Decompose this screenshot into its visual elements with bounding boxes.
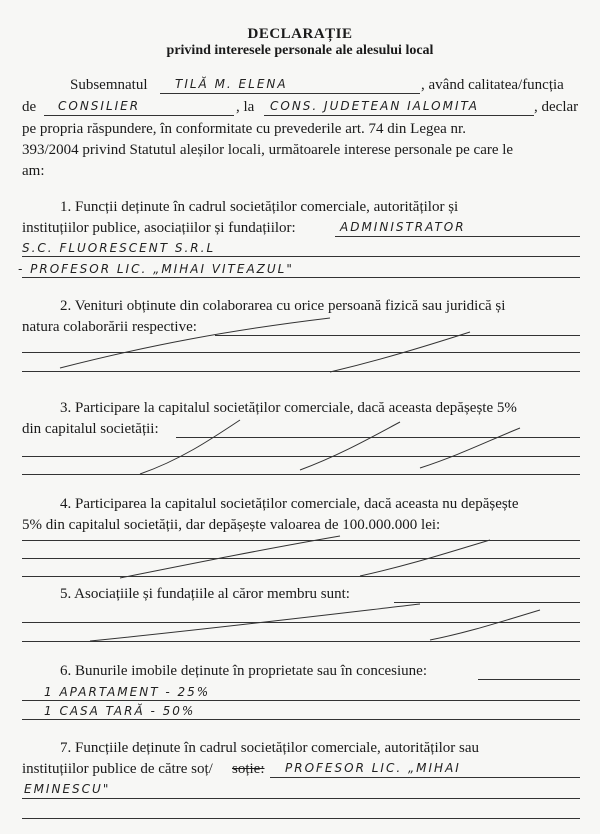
section-7-answer-line-3 [22,818,580,819]
section-6-answer-line-3 [22,719,580,720]
section-2-line-2: natura colaborării respective: [22,319,197,335]
section-4-line-1: 4. Participarea la capitalul societăților comerciale, dacă aceasta nu depășește [60,496,519,512]
section-7-entry-1: PROFESOR LIC. „MIHAI [285,761,461,775]
section-5-answer-line-1 [394,602,580,603]
section-3-answer-line-1 [176,437,580,438]
section-2-answer-line-3 [22,371,580,372]
declarant-function: CONSILIER [58,99,141,113]
section-3-answer-line-3 [22,474,580,475]
section-6-entry-2: 1 CASA TARĂ - 50% [44,704,196,718]
la-label: , la [236,99,255,115]
section-1-answer-line-2 [22,256,580,257]
function-line [44,115,234,116]
section-5-answer-line-2 [22,622,580,623]
strike-section-5b [430,610,540,640]
calitatea-label: , având calitatea/funcția [421,77,564,93]
section-2-line-1: 2. Venituri obținute din colaborarea cu orice persoană fizică sau juridică și [60,298,506,314]
section-1-line-1: 1. Funcții deținute în cadrul societăților comerciale, autorităților și [60,199,459,215]
section-6-answer-line-1 [478,679,580,680]
section-7-line-1: 7. Funcțiile deținute în cadrul societăților comerciale, autorităților sau [60,740,480,756]
section-3-line-1: 3. Participare la capitalul societăților comerciale, dacă aceasta depășește 5% [60,400,517,416]
section-6-entry-1: 1 APARTAMENT - 25% [44,685,211,699]
declar-label: , declar [534,99,579,115]
section-3-line-2: din capitalul societății: [22,421,159,437]
section-7-entry-2: EMINESCU" [24,782,111,796]
section-2-answer-line-1 [215,335,580,336]
section-7-line-2b-struck: soție: [232,761,265,777]
section-1-entry-3: - PROFESOR LIC. „MIHAI VITEAZUL" [18,262,294,276]
intro-line-4: 393/2004 privind Statutul aleșilor locali, următoarele interese personale pe care le [22,142,514,158]
section-7-line-2a: instituțiilor publice de către soț/ [22,761,213,777]
section-4-answer-line-2 [22,558,580,559]
declarant-institution: CONS. JUDETEAN IALOMITA [270,99,479,113]
section-1-answer-line-3 [22,277,580,278]
section-1-line-2: instituțiilor publice, asociațiilor și fundațiilor: [22,220,296,236]
strike-section-3c [420,428,520,468]
subsemnatul-label: Subsemnatul [70,77,148,93]
intro-line-5: am: [22,163,45,179]
section-4-line-2: 5% din capitalul societății, dar depășește valoarea de 100.000.000 lei: [22,517,441,533]
section-6-answer-line-2 [22,700,580,701]
section-1-answer-line-1 [335,236,580,237]
section-5-line-1: 5. Asociațiile și fundațiile al căror membru sunt: [60,586,350,602]
section-3-answer-line-2 [22,456,580,457]
section-1-entry-2: S.C. FLUORESCENT S.R.L [22,241,216,255]
section-6-line-1: 6. Bunurile imobile deținute în proprietate sau în concesiune: [60,663,427,679]
section-2-answer-line-2 [22,352,580,353]
section-7-answer-line-2 [22,798,580,799]
strike-section-4a [120,536,340,578]
section-7-answer-line-1 [270,777,580,778]
section-5-answer-line-3 [22,641,580,642]
section-1-entry-1: ADMINISTRATOR [340,220,466,234]
page-title: DECLARAȚIE [247,26,353,42]
intro-line-3: pe propria răspundere, în conformitate cu prevederile art. 74 din Legea nr. [22,121,466,137]
strike-section-3b [300,422,400,470]
page-subtitle: privind interesele personale ale alesului local [166,43,434,58]
de-label: de [22,99,37,115]
institution-line [264,115,534,116]
section-4-answer-line-3 [22,576,580,577]
name-line [160,93,420,94]
declarant-name: TILĂ M. ELENA [175,77,288,91]
section-4-answer-line-1 [22,540,580,541]
